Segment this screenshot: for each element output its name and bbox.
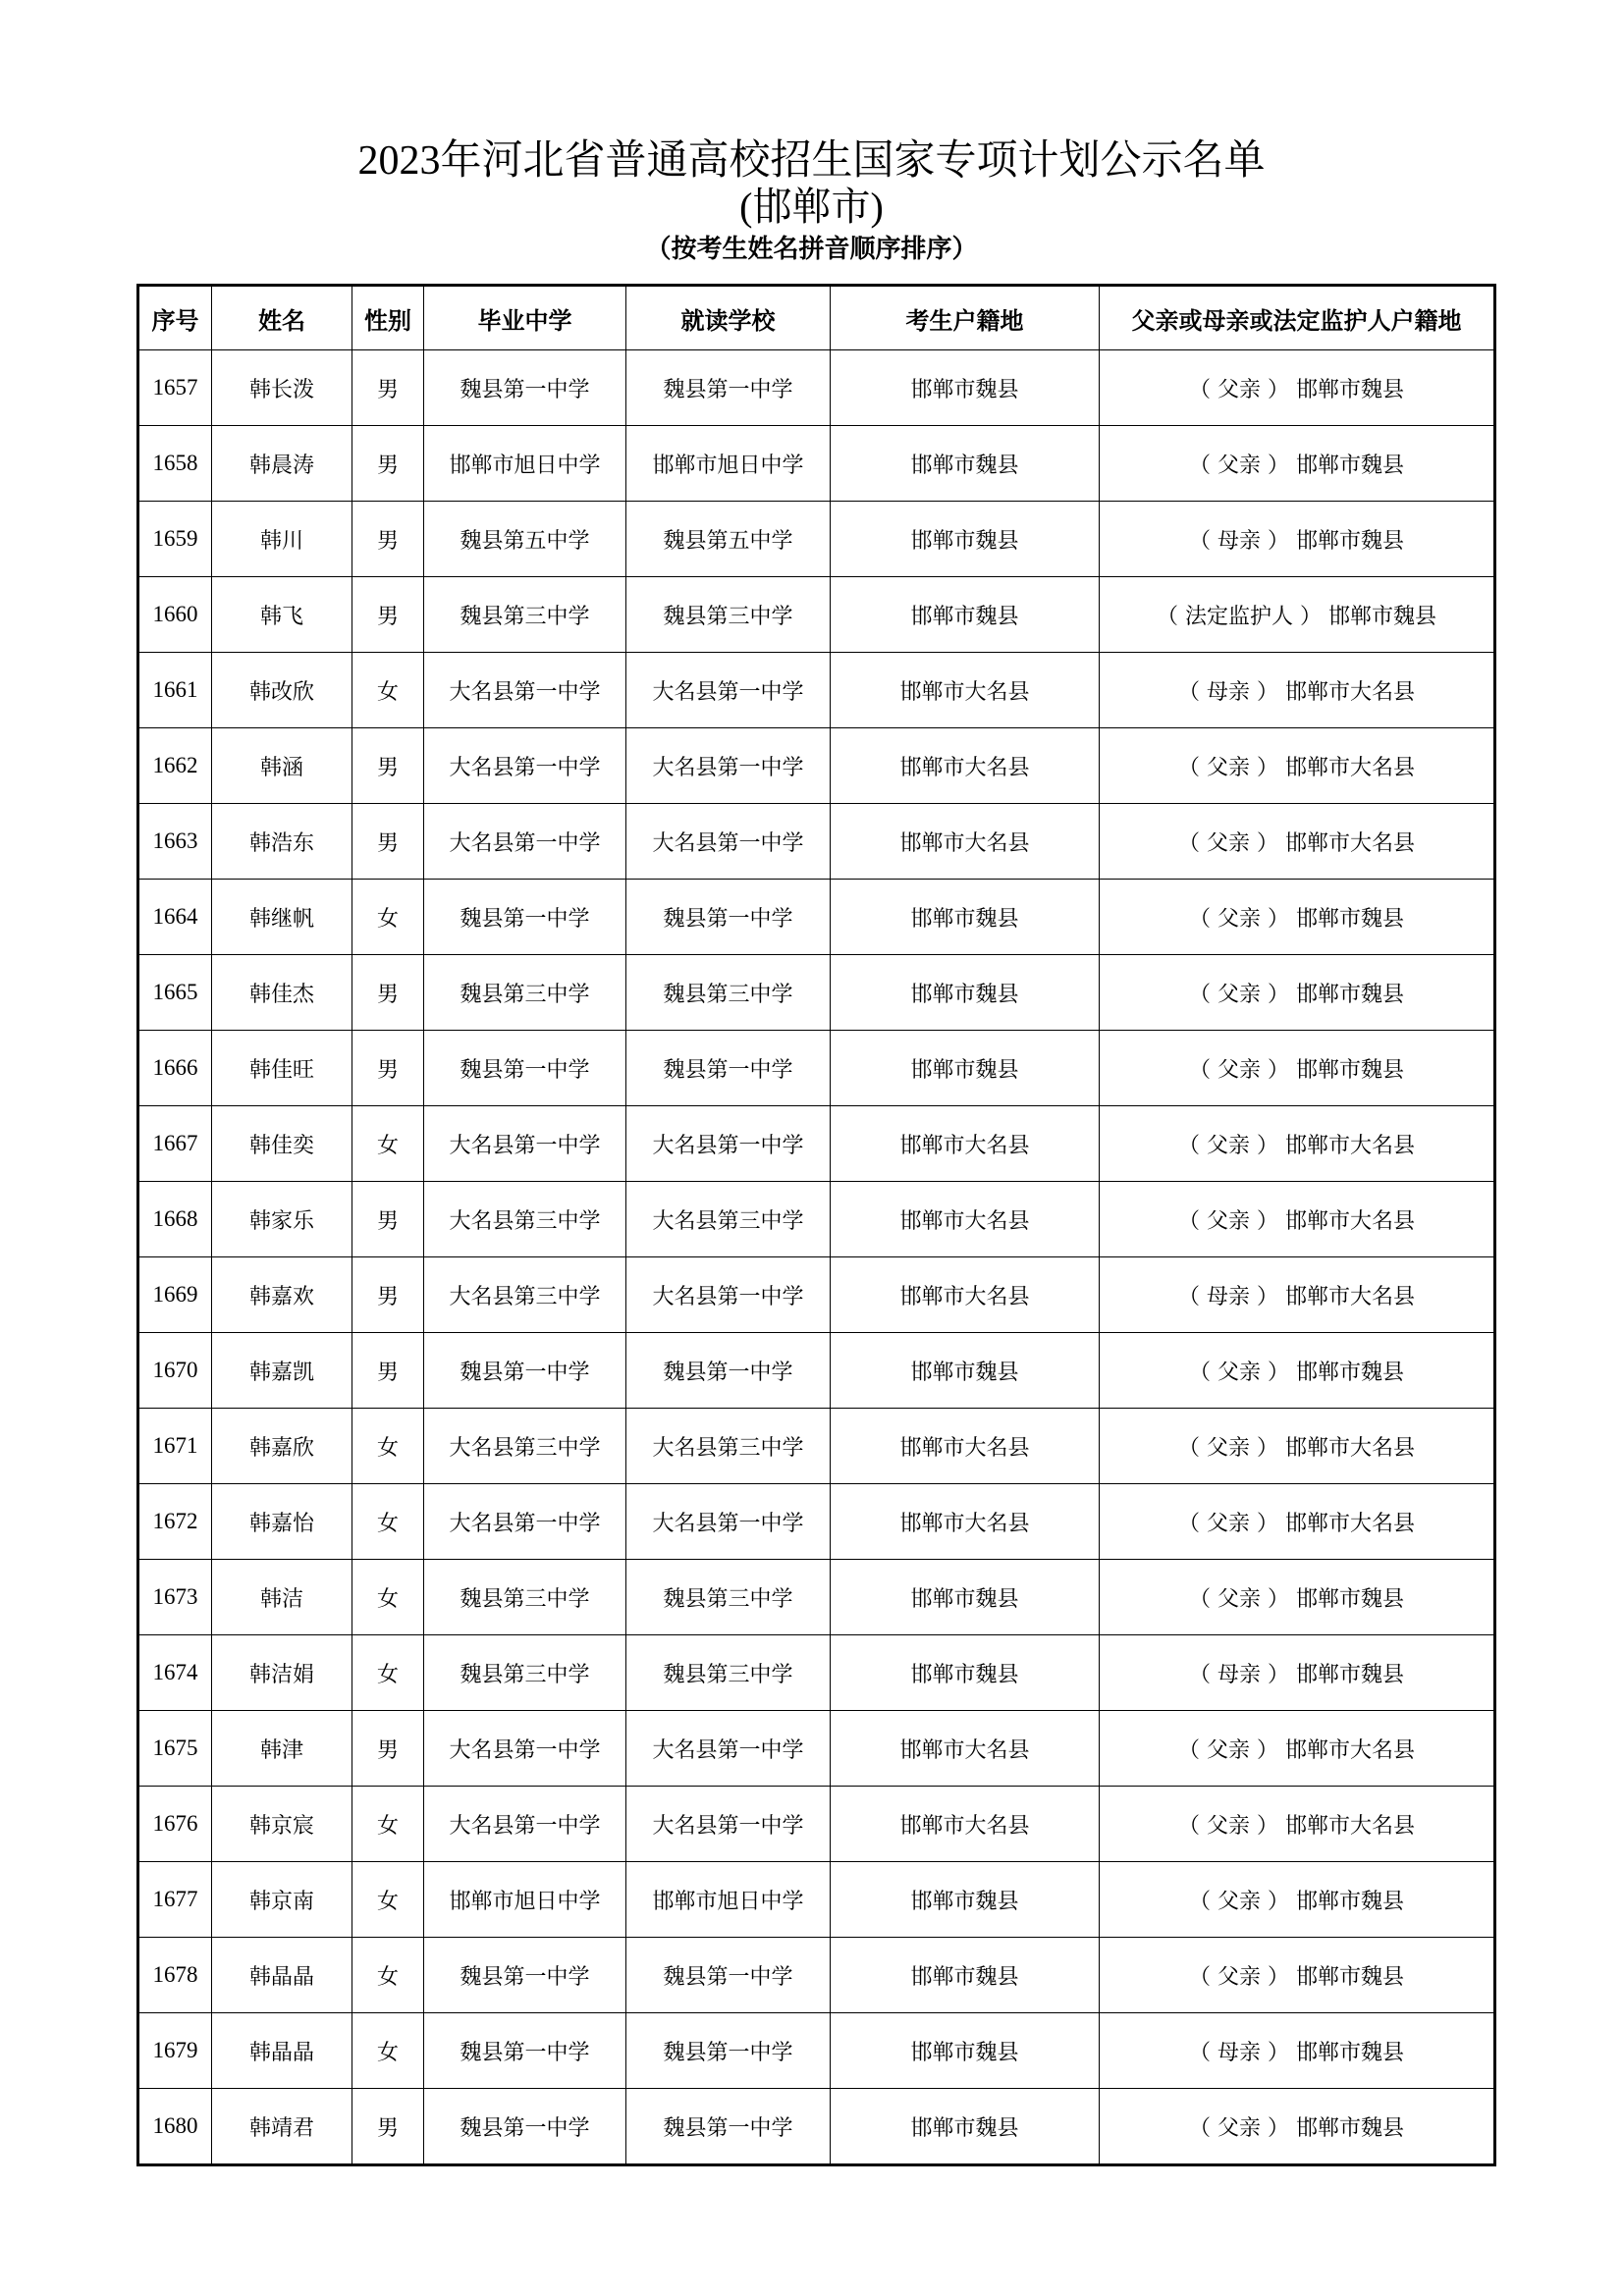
cell-grad-school: 大名县第一中学	[424, 1711, 626, 1787]
cell-guardian-residence: （ 父亲 ） 邯郸市魏县	[1100, 1333, 1495, 1409]
cell-guardian-residence: （ 父亲 ） 邯郸市魏县	[1100, 350, 1495, 426]
cell-residence: 邯郸市魏县	[831, 1560, 1100, 1635]
cell-gender: 男	[352, 2089, 424, 2165]
cell-grad-school: 魏县第一中学	[424, 1938, 626, 2013]
cell-grad-school: 大名县第三中学	[424, 1409, 626, 1484]
cell-name: 韩长泼	[212, 350, 352, 426]
cell-name: 韩京南	[212, 1862, 352, 1938]
table-row	[138, 577, 1495, 653]
cell-name: 韩嘉欢	[212, 1257, 352, 1333]
cell-grad-school: 魏县第一中学	[424, 1031, 626, 1106]
cell-gender: 男	[352, 1333, 424, 1409]
cell-grad-school: 魏县第三中学	[424, 955, 626, 1031]
cell-gender: 女	[352, 1938, 424, 2013]
table-row	[138, 880, 1495, 955]
cell-no: 1669	[138, 1257, 212, 1333]
cell-school: 邯郸市旭日中学	[626, 1862, 831, 1938]
cell-grad-school: 魏县第一中学	[424, 1333, 626, 1409]
cell-guardian-residence: （ 父亲 ） 邯郸市魏县	[1100, 880, 1495, 955]
cell-no: 1675	[138, 1711, 212, 1787]
table-row	[138, 1106, 1495, 1182]
cell-no: 1663	[138, 804, 212, 880]
cell-grad-school: 魏县第三中学	[424, 1635, 626, 1711]
cell-school: 魏县第一中学	[626, 2089, 831, 2165]
cell-residence: 邯郸市大名县	[831, 804, 1100, 880]
cell-school: 魏县第三中学	[626, 577, 831, 653]
cell-residence: 邯郸市大名县	[831, 1182, 1100, 1257]
table-row	[138, 350, 1495, 426]
cell-gender: 女	[352, 1409, 424, 1484]
cell-grad-school: 魏县第五中学	[424, 502, 626, 577]
column-header-name: 姓名	[212, 286, 352, 350]
cell-grad-school: 魏县第三中学	[424, 1560, 626, 1635]
cell-grad-school: 大名县第三中学	[424, 1257, 626, 1333]
cell-gender: 男	[352, 1257, 424, 1333]
cell-no: 1673	[138, 1560, 212, 1635]
column-header-school: 就读学校	[626, 286, 831, 350]
cell-school: 大名县第一中学	[626, 1711, 831, 1787]
table-row	[138, 1257, 1495, 1333]
cell-no: 1667	[138, 1106, 212, 1182]
cell-gender: 男	[352, 577, 424, 653]
cell-gender: 女	[352, 2013, 424, 2089]
cell-grad-school: 大名县第一中学	[424, 1787, 626, 1862]
cell-residence: 邯郸市魏县	[831, 880, 1100, 955]
cell-residence: 邯郸市大名县	[831, 1106, 1100, 1182]
cell-gender: 男	[352, 955, 424, 1031]
cell-no: 1664	[138, 880, 212, 955]
cell-grad-school: 大名县第一中学	[424, 1106, 626, 1182]
cell-no: 1678	[138, 1938, 212, 2013]
cell-no: 1666	[138, 1031, 212, 1106]
cell-residence: 邯郸市魏县	[831, 2013, 1100, 2089]
cell-guardian-residence: （ 母亲 ） 邯郸市魏县	[1100, 502, 1495, 577]
cell-gender: 女	[352, 1862, 424, 1938]
cell-name: 韩川	[212, 502, 352, 577]
cell-name: 韩嘉怡	[212, 1484, 352, 1560]
cell-gender: 男	[352, 804, 424, 880]
table-row	[138, 1862, 1495, 1938]
cell-name: 韩改欣	[212, 653, 352, 728]
cell-grad-school: 大名县第一中学	[424, 1484, 626, 1560]
cell-guardian-residence: （ 父亲 ） 邯郸市魏县	[1100, 1560, 1495, 1635]
cell-residence: 邯郸市大名县	[831, 1257, 1100, 1333]
cell-school: 魏县第一中学	[626, 880, 831, 955]
cell-guardian-residence: （ 母亲 ） 邯郸市大名县	[1100, 653, 1495, 728]
cell-residence: 邯郸市大名县	[831, 728, 1100, 804]
cell-gender: 女	[352, 1484, 424, 1560]
cell-school: 邯郸市旭日中学	[626, 426, 831, 502]
cell-residence: 邯郸市大名县	[831, 1484, 1100, 1560]
cell-gender: 女	[352, 653, 424, 728]
cell-school: 魏县第一中学	[626, 1333, 831, 1409]
cell-no: 1676	[138, 1787, 212, 1862]
cell-no: 1677	[138, 1862, 212, 1938]
cell-school: 魏县第三中学	[626, 1635, 831, 1711]
cell-residence: 邯郸市魏县	[831, 955, 1100, 1031]
cell-name: 韩飞	[212, 577, 352, 653]
cell-school: 大名县第一中学	[626, 1787, 831, 1862]
table-row	[138, 2013, 1495, 2089]
table-row	[138, 1031, 1495, 1106]
cell-no: 1661	[138, 653, 212, 728]
table-row	[138, 502, 1495, 577]
cell-gender: 女	[352, 1787, 424, 1862]
cell-no: 1662	[138, 728, 212, 804]
cell-residence: 邯郸市大名县	[831, 1711, 1100, 1787]
cell-gender: 男	[352, 1031, 424, 1106]
cell-school: 魏县第三中学	[626, 955, 831, 1031]
cell-name: 韩佳奕	[212, 1106, 352, 1182]
cell-grad-school: 魏县第一中学	[424, 880, 626, 955]
cell-name: 韩洁	[212, 1560, 352, 1635]
table-row	[138, 1787, 1495, 1862]
cell-name: 韩靖君	[212, 2089, 352, 2165]
cell-residence: 邯郸市魏县	[831, 2089, 1100, 2165]
cell-guardian-residence: （ 法定监护人 ） 邯郸市魏县	[1100, 577, 1495, 653]
cell-gender: 男	[352, 350, 424, 426]
cell-no: 1674	[138, 1635, 212, 1711]
cell-guardian-residence: （ 父亲 ） 邯郸市大名县	[1100, 1106, 1495, 1182]
cell-gender: 女	[352, 1106, 424, 1182]
cell-guardian-residence: （ 父亲 ） 邯郸市大名县	[1100, 1409, 1495, 1484]
cell-school: 大名县第一中学	[626, 1257, 831, 1333]
cell-residence: 邯郸市大名县	[831, 653, 1100, 728]
cell-school: 魏县第一中学	[626, 1031, 831, 1106]
table-row	[138, 1635, 1495, 1711]
cell-residence: 邯郸市大名县	[831, 1787, 1100, 1862]
cell-school: 魏县第五中学	[626, 502, 831, 577]
cell-residence: 邯郸市魏县	[831, 426, 1100, 502]
cell-school: 魏县第一中学	[626, 1938, 831, 2013]
cell-grad-school: 大名县第一中学	[424, 728, 626, 804]
cell-school: 大名县第一中学	[626, 728, 831, 804]
cell-guardian-residence: （ 父亲 ） 邯郸市魏县	[1100, 1938, 1495, 2013]
cell-name: 韩晨涛	[212, 426, 352, 502]
cell-gender: 男	[352, 728, 424, 804]
cell-grad-school: 大名县第一中学	[424, 653, 626, 728]
cell-gender: 男	[352, 426, 424, 502]
cell-gender: 男	[352, 1711, 424, 1787]
cell-grad-school: 魏县第一中学	[424, 350, 626, 426]
table-row	[138, 1484, 1495, 1560]
table-row	[138, 1333, 1495, 1409]
cell-school: 大名县第一中学	[626, 1106, 831, 1182]
cell-guardian-residence: （ 母亲 ） 邯郸市魏县	[1100, 2013, 1495, 2089]
cell-residence: 邯郸市魏县	[831, 1938, 1100, 2013]
cell-guardian-residence: （ 母亲 ） 邯郸市魏县	[1100, 1635, 1495, 1711]
cell-guardian-residence: （ 父亲 ） 邯郸市魏县	[1100, 1862, 1495, 1938]
cell-no: 1668	[138, 1182, 212, 1257]
cell-school: 大名县第一中学	[626, 653, 831, 728]
cell-residence: 邯郸市魏县	[831, 1862, 1100, 1938]
cell-grad-school: 邯郸市旭日中学	[424, 1862, 626, 1938]
cell-residence: 邯郸市魏县	[831, 1635, 1100, 1711]
column-header-no: 序号	[138, 286, 212, 350]
table-row	[138, 1711, 1495, 1787]
cell-guardian-residence: （ 父亲 ） 邯郸市大名县	[1100, 728, 1495, 804]
table-row	[138, 804, 1495, 880]
cell-grad-school: 邯郸市旭日中学	[424, 426, 626, 502]
cell-name: 韩京宸	[212, 1787, 352, 1862]
cell-school: 大名县第三中学	[626, 1182, 831, 1257]
cell-grad-school: 大名县第三中学	[424, 1182, 626, 1257]
cell-guardian-residence: （ 父亲 ） 邯郸市魏县	[1100, 1031, 1495, 1106]
cell-name: 韩继帆	[212, 880, 352, 955]
cell-guardian-residence: （ 父亲 ） 邯郸市魏县	[1100, 955, 1495, 1031]
table-row	[138, 1409, 1495, 1484]
cell-residence: 邯郸市大名县	[831, 1409, 1100, 1484]
cell-no: 1659	[138, 502, 212, 577]
cell-grad-school: 魏县第三中学	[424, 577, 626, 653]
column-header-residence: 考生户籍地	[831, 286, 1100, 350]
column-header-guardian-residence: 父亲或母亲或法定监护人户籍地	[1100, 286, 1495, 350]
cell-name: 韩晶晶	[212, 2013, 352, 2089]
cell-residence: 邯郸市魏县	[831, 1333, 1100, 1409]
cell-school: 大名县第一中学	[626, 1484, 831, 1560]
cell-no: 1672	[138, 1484, 212, 1560]
cell-no: 1665	[138, 955, 212, 1031]
table-row	[138, 728, 1495, 804]
cell-guardian-residence: （ 父亲 ） 邯郸市大名县	[1100, 1182, 1495, 1257]
cell-grad-school: 大名县第一中学	[424, 804, 626, 880]
table-row	[138, 1560, 1495, 1635]
cell-name: 韩涵	[212, 728, 352, 804]
cell-gender: 女	[352, 1635, 424, 1711]
column-header-gender: 性别	[352, 286, 424, 350]
document-title: 2023年河北省普通高校招生国家专项计划公示名单	[357, 138, 1266, 184]
cell-residence: 邯郸市魏县	[831, 1031, 1100, 1106]
cell-gender: 女	[352, 1560, 424, 1635]
cell-name: 韩津	[212, 1711, 352, 1787]
cell-guardian-residence: （ 父亲 ） 邯郸市大名县	[1100, 1787, 1495, 1862]
cell-name: 韩家乐	[212, 1182, 352, 1257]
cell-grad-school: 魏县第一中学	[424, 2089, 626, 2165]
cell-name: 韩晶晶	[212, 1938, 352, 2013]
cell-gender: 男	[352, 502, 424, 577]
cell-school: 魏县第一中学	[626, 350, 831, 426]
cell-gender: 女	[352, 880, 424, 955]
cell-no: 1658	[138, 426, 212, 502]
table-row	[138, 955, 1495, 1031]
cell-residence: 邯郸市魏县	[831, 577, 1100, 653]
table-row	[138, 653, 1495, 728]
cell-name: 韩洁娟	[212, 1635, 352, 1711]
table-header-row	[138, 286, 1495, 350]
cell-school: 大名县第三中学	[626, 1409, 831, 1484]
cell-residence: 邯郸市魏县	[831, 502, 1100, 577]
cell-guardian-residence: （ 父亲 ） 邯郸市大名县	[1100, 1711, 1495, 1787]
cell-no: 1680	[138, 2089, 212, 2165]
table-row	[138, 1182, 1495, 1257]
cell-guardian-residence: （ 父亲 ） 邯郸市大名县	[1100, 1484, 1495, 1560]
cell-guardian-residence: （ 父亲 ） 邯郸市魏县	[1100, 426, 1495, 502]
column-header-grad-school: 毕业中学	[424, 286, 626, 350]
cell-residence: 邯郸市魏县	[831, 350, 1100, 426]
cell-no: 1679	[138, 2013, 212, 2089]
table-row	[138, 2089, 1495, 2165]
cell-name: 韩佳杰	[212, 955, 352, 1031]
cell-guardian-residence: （ 母亲 ） 邯郸市大名县	[1100, 1257, 1495, 1333]
cell-no: 1671	[138, 1409, 212, 1484]
table-row	[138, 426, 1495, 502]
cell-name: 韩佳旺	[212, 1031, 352, 1106]
cell-gender: 男	[352, 1182, 424, 1257]
cell-grad-school: 魏县第一中学	[424, 2013, 626, 2089]
cell-name: 韩嘉凯	[212, 1333, 352, 1409]
document-subtitle: (邯郸市)	[739, 185, 884, 229]
cell-school: 魏县第一中学	[626, 2013, 831, 2089]
cell-name: 韩浩东	[212, 804, 352, 880]
cell-name: 韩嘉欣	[212, 1409, 352, 1484]
cell-guardian-residence: （ 父亲 ） 邯郸市魏县	[1100, 2089, 1495, 2165]
roster-table	[136, 284, 1496, 2166]
cell-school: 大名县第一中学	[626, 804, 831, 880]
cell-no: 1670	[138, 1333, 212, 1409]
cell-no: 1657	[138, 350, 212, 426]
cell-guardian-residence: （ 父亲 ） 邯郸市大名县	[1100, 804, 1495, 880]
table-row	[138, 1938, 1495, 2013]
sort-note: （按考生姓名拼音顺序排序）	[645, 235, 978, 264]
cell-no: 1660	[138, 577, 212, 653]
cell-school: 魏县第三中学	[626, 1560, 831, 1635]
